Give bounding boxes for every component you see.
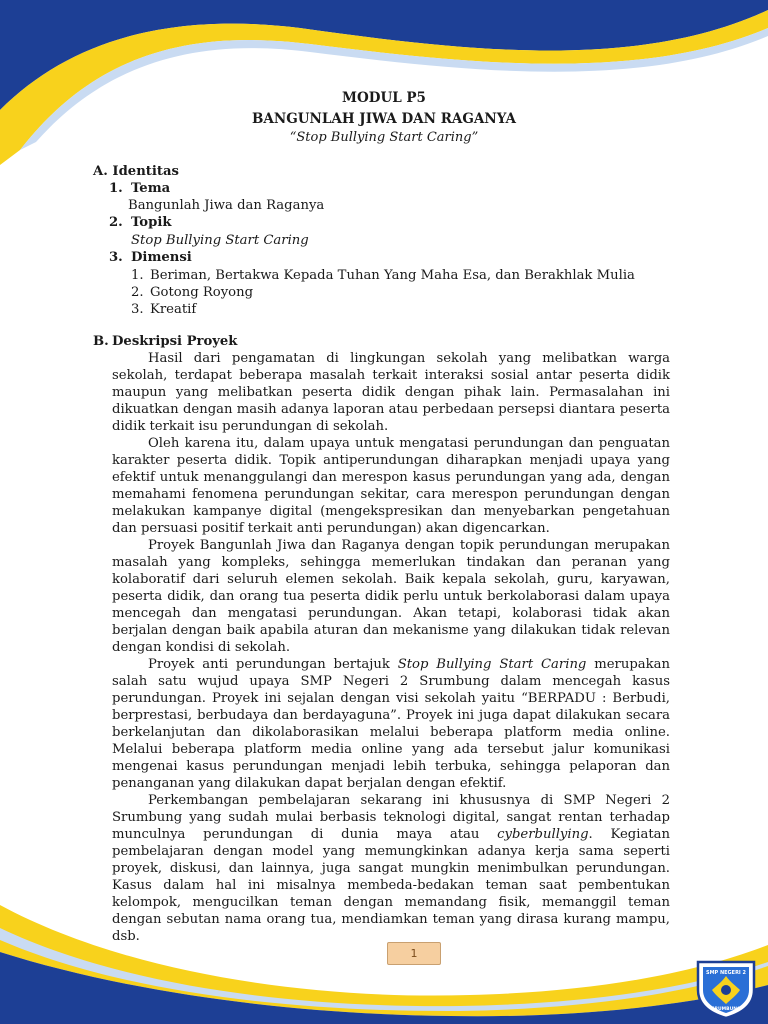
school-logo-icon [692, 956, 760, 1020]
dimensi-item: Gotong Royong [150, 285, 254, 300]
module-title: MODUL P5 [342, 90, 426, 106]
dimensi-number: 3. [131, 302, 144, 317]
text-run: Perkembangan pembelajaran sekarang ini khususnya di SMP Negeri 2 Srumbung yang sudah mulai berbasis teknologi digital, sangat rentan terhadap munculnya perundungan di dunia maya atau [112, 793, 670, 842]
logo-text-bottom: SRUMBUNG [711, 1007, 741, 1012]
module-subtitle: BANGUNLAH JIWA DAN RAGANYA [252, 111, 516, 127]
italic-term: cyberbullying [497, 827, 589, 842]
text-run: . Kegiatan pembelajaran dengan model yang memungkinkan adanya kerja sama seperti proyek, diskusi, dan lainnya, juga sangat mungkin menimbulkan perundungan. Kasus dalam hal ini misalnya membeda-bedakan teman saat pembentukan kelompok, mengucilkan teman dengan memandang fisik, memanggil teman dengan sebutan nama orang tua, mendiamkan teman yang dirasa kurang mampu, dsb. [112, 827, 670, 944]
italic-term: Stop Bullying Start Caring [397, 657, 587, 672]
page-number-badge: 1 [387, 942, 441, 965]
dimensi-number: 2. [131, 285, 144, 300]
dimensi-number: 1. [131, 268, 144, 283]
item-number: 3. [109, 250, 123, 265]
logo-text-top: SMP NEGERI 2 [705, 970, 747, 976]
section-a-heading: A. Identitas [93, 164, 179, 179]
paragraph [112, 792, 670, 945]
module-tagline: “Stop Bullying Start Caring” [289, 130, 479, 145]
item-value-topik: Stop Bullying Start Caring [131, 233, 309, 248]
dimensi-item: Beriman, Bertakwa Kepada Tuhan Yang Maha Esa, dan Berakhlak Mulia [150, 268, 635, 283]
item-label-topik: Topik [131, 215, 172, 230]
item-number: 2. [109, 215, 123, 230]
paragraph: Proyek Bangunlah Jiwa dan Raganya dengan topik perundungan merupakan masalah yang kompleks, sehingga memerlukan tindakan dan peranan yang kolaboratif dari seluruh elemen sekolah. Baik kepala sekolah, guru, karyawan, peserta didik, dan orang tua peserta didik perlu untuk berkolaborasi dalam upaya mencegah dan mengatasi perundungan. Akan tetapi, kolaborasi tidak akan berjalan dengan baik apabila aturan dan mekanisme yang dilakukan tidak relevan dengan kondisi di sekolah. [112, 538, 670, 655]
item-label-dimensi: Dimensi [131, 250, 192, 265]
project-description [112, 350, 670, 945]
paragraph: Hasil dari pengamatan di lingkungan sekolah yang melibatkan warga sekolah, terdapat beberapa masalah terkait interaksi sosial antar peserta didik maupun yang melibatkan peserta didik dengan pihak lain. Permasalahan ini dikuatkan dengan masih adanya laporan atau perbedaan persepsi diantara peserta didik terkait isu perundungan di sekolah. [112, 351, 670, 434]
text-run: Proyek anti perundungan bertajuk [148, 657, 398, 672]
item-label-tema: Tema [131, 181, 171, 196]
item-number: 1. [109, 181, 123, 196]
section-b-heading: Deskripsi Proyek [112, 334, 238, 349]
paragraph [112, 656, 670, 792]
item-value-tema: Bangunlah Jiwa dan Raganya [128, 198, 325, 213]
text-run: merupakan salah satu wujud upaya SMP Negeri 2 Srumbung dalam mencegah kasus perundungan. Proyek ini sejalan dengan visi sekolah yaitu “BERPADU : Berbudi, berprestasi, berbudaya dan berdayaguna”. Proyek ini juga dapat dilakukan secara berkelanjutan dan dikolaborasikan melalui beberapa platform media online. Melalui beberapa platform media online yang ada tersebut jalur komunikasi mengenai kasus perundungan menjadi lebih terbuka, sehingga pelaporan dan penanganan yang dilakukan dapat berjalan dengan efektif. [112, 657, 670, 791]
dimensi-item: Kreatif [150, 302, 197, 317]
section-b-letter: B. [93, 334, 109, 349]
paragraph: Oleh karena itu, dalam upaya untuk mengatasi perundungan dan penguatan karakter peserta didik. Topik antiperundungan diharapkan menjadi upaya yang efektif untuk menanggulangi dan merespon kasus perundungan yang ada, dengan memahami fenomena perundungan sekitar, cara merespon perundungan dengan melakukan kampanye digital (mengekspresikan dan menyebarkan pengetahuan dan persuasi positif terkait anti perundungan) akan digencarkan. [112, 436, 670, 536]
